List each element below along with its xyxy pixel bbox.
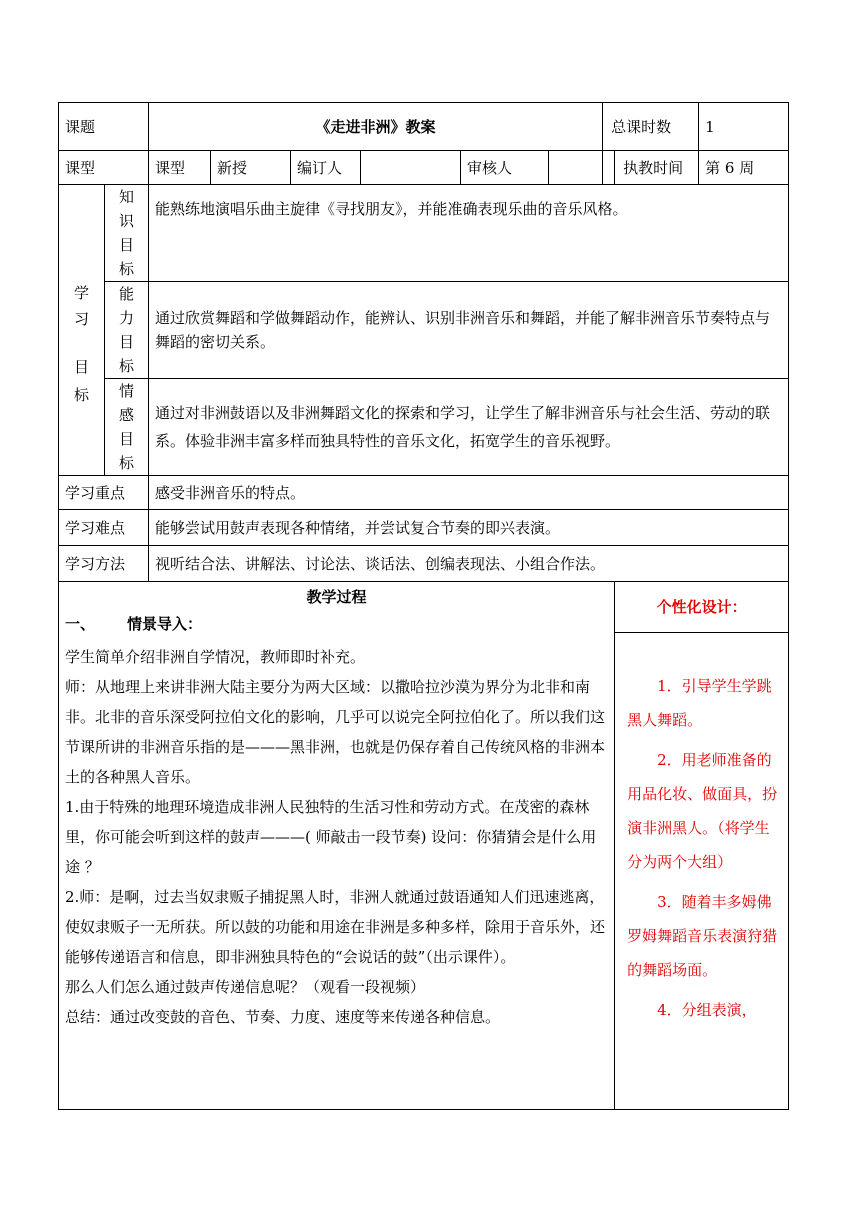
topic-value: 《走进非洲》教案 (149, 103, 603, 151)
process-paragraph: 2.师：是啊，过去当奴隶贩子捕捉黑人时，非洲人就通过鼓语通知人们迅速逃离，使奴隶贩子一无所获。所以鼓的功能和用途在非洲是多种多样，除用于音乐外，还能够传递语言和信息，即非洲独具特色的“会说话的鼓”（出示课件）。 (65, 888, 606, 966)
emotion-objective-label: 情 感 目 标 (105, 379, 149, 476)
section-heading (65, 610, 608, 638)
personalized-title: 个性化设计： (656, 598, 747, 616)
total-hours-label: 总课时数 (603, 103, 699, 151)
reviewer-value (549, 151, 603, 185)
topic-label: 课题 (59, 103, 149, 151)
personalized-list (621, 633, 782, 1027)
knowledge-objective-text: 能熟练地演唱乐曲主旋律《寻找朋友》，并能准确表现乐曲的音乐风格。 (149, 185, 789, 282)
lesson-plan-table (58, 102, 789, 1110)
process-paragraph: 1.由于特殊的地理环境造成非洲人民独特的生活习性和劳动方式。在茂密的森林里，你可能会听到这样的鼓声———( 师敲击一段节奏) 设问：你猜猜会是什么用途 ？ (65, 798, 597, 876)
personalized-item: 2．用老师准备的用品化妆、做面具，扮演非洲黑人。（将学生分为两个大组） (627, 751, 778, 871)
knowledge-objective-label: 知 识 目 标 (105, 185, 149, 282)
type-value: 新授 (211, 151, 291, 185)
process-paragraph: 学生简单介绍非洲自学情况，教师即时补充。 (65, 648, 366, 666)
difficulties-label: 学习难点 (59, 510, 149, 546)
ability-objective-text: 通过欣赏舞蹈和学做舞蹈动作，能辨认、识别非洲音乐和舞蹈，并能了解非洲音乐节奏特点与舞蹈的密切关系。 (149, 282, 789, 379)
key-points-text: 感受非洲音乐的特点。 (149, 476, 789, 510)
key-points-label: 学习重点 (59, 476, 149, 510)
teaching-process-cell (59, 582, 615, 1110)
total-hours-value: 1 (699, 103, 789, 151)
editor-label: 编订人 (291, 151, 361, 185)
methods-label: 学习方法 (59, 546, 149, 582)
ability-objective-label: 能 力 目 标 (105, 282, 149, 379)
personalized-item: 4．分组表演， (657, 1001, 757, 1019)
emotion-objective-text: 通过对非洲鼓语以及非洲舞蹈文化的探索和学习，让学生了解非洲音乐与社会生活、劳动的联系。体验非洲丰富多样而独具特性的音乐文化，拓宽学生的音乐视野。 (149, 379, 789, 476)
personalized-design-cell (615, 582, 789, 1110)
teach-time-value: 第 6 周 (699, 151, 789, 185)
teach-time-label: 执教时间 (615, 151, 699, 185)
personalized-item: 1．引导学生学跳黑人舞蹈。 (627, 677, 772, 729)
type-label-2: 课型 (149, 151, 211, 185)
methods-text: 视听结合法、讲解法、讨论法、谈话法、创编表现法、小组合作法。 (149, 546, 789, 582)
section-title: 情景导入： (127, 615, 203, 633)
process-paragraph: 总结：通过改变鼓的音色、节奏、力度、速度等来传递各种信息。 (65, 1008, 501, 1026)
personalized-item: 3．随着丰多姆佛罗姆舞蹈音乐表演狩猎的舞蹈场面。 (627, 893, 778, 979)
editor-value (361, 151, 461, 185)
type-label: 课型 (59, 151, 149, 185)
section-number: 一、 (65, 615, 96, 633)
reviewer-label: 审核人 (461, 151, 549, 185)
difficulties-text: 能够尝试用鼓声表现各种情绪，并尝试复合节奏的即兴表演。 (149, 510, 789, 546)
process-title: 教学过程 (306, 588, 367, 606)
process-paragraph: 那么人们怎么通过鼓声传递信息呢？（观看一段视频） (65, 978, 426, 996)
objectives-group-label: 学 习 目 标 (59, 185, 105, 476)
process-paragraph: 师：从地理上来讲非洲大陆主要分为两大区域：以撒哈拉沙漠为界分为北非和南非。北非的音乐深受阿拉伯文化的影响，几乎可以说完全阿拉伯化了。所以我们这节课所讲的非洲音乐指的是———黑非洲，也就是仍保存着自己传统风格的非洲本土的各种黑人音乐。 (65, 678, 606, 786)
